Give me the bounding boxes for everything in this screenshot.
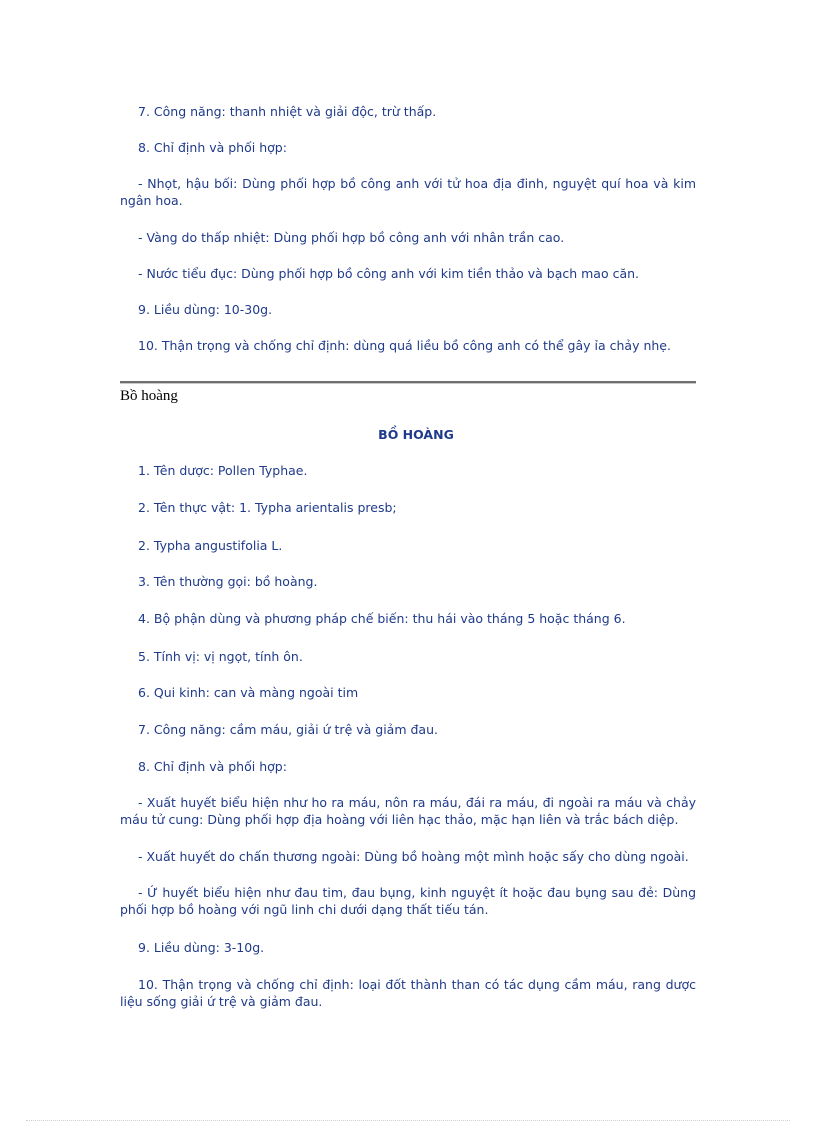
paragraph-2-plant-name: 2. Tên thực vật: 1. Typha arientalis presb; (138, 500, 397, 515)
paragraph-6-meridians: 6. Qui kinh: can và màng ngoài tim (138, 685, 359, 700)
paragraph-9-dosage: 9. Liều dùng: 3-10g. (138, 940, 265, 955)
paragraph-8-indications: 8. Chỉ định và phối hợp: (138, 140, 287, 155)
section-heading: BỒ HOÀNG (378, 427, 454, 442)
paragraph-8-indications: 8. Chỉ định và phối hợp: (138, 759, 287, 774)
paragraph-5-properties: 5. Tính vị: vị ngọt, tính ôn. (138, 649, 303, 664)
paragraph-7-function: 7. Công năng: thanh nhiệt và giải độc, trừ thấp. (138, 104, 437, 119)
paragraph-trauma-bleeding: - Xuất huyết do chấn thương ngoài: Dùng bồ hoàng một mình hoặc sấy cho dùng ngoài. (138, 849, 689, 864)
paragraph-hemorrhage: - Xuất huyết biểu hiện như ho ra máu, nôn ra máu, đái ra máu, đi ngoài ra máu và chảy máu tử cung: Dùng phối hợp địa hoàng với liên hạc thảo, mặc hạn liên và trắc bách diệp. (120, 795, 696, 827)
paragraph-10-cautions: 10. Thận trọng và chống chỉ định: dùng quá liều bồ công anh có thể gây ỉa chảy nhẹ. (138, 338, 671, 353)
paragraph-jaundice: - Vàng do thấp nhiệt: Dùng phối hợp bồ công anh với nhân trần cao. (138, 230, 565, 245)
paragraph-2-typha: 2. Typha angustifolia L. (138, 538, 283, 553)
paragraph-3-common-name: 3. Tên thường gọi: bồ hoàng. (138, 574, 318, 589)
paragraph-turbid-urine: - Nước tiểu đục: Dùng phối hợp bồ công anh với kim tiền thảo và bạch mao căn. (138, 266, 640, 281)
paragraph-7-function: 7. Công năng: cầm máu, giải ứ trệ và giảm đau. (138, 722, 438, 737)
page-bottom-edge (26, 1120, 790, 1121)
paragraph-9-dosage: 9. Liều dùng: 10-30g. (138, 302, 273, 317)
paragraph-1-name: 1. Tên dược: Pollen Typhae. (138, 463, 308, 478)
section-divider (120, 381, 696, 384)
section-label: Bồ hoàng (120, 388, 178, 404)
paragraph-4-parts-used: 4. Bộ phận dùng và phương pháp chế biến: thu hái vào tháng 5 hoặc tháng 6. (138, 611, 626, 626)
paragraph-10-cautions: 10. Thận trọng và chống chỉ định: loại đốt thành than có tác dụng cầm máu, rang dược liệu sống giải ứ trệ và giảm đau. (120, 977, 696, 1009)
paragraph-boils: - Nhọt, hậu bối: Dùng phối hợp bồ công anh với tử hoa địa đinh, nguyệt quí hoa và kim ngân hoa. (120, 176, 696, 208)
paragraph-blood-stasis: - Ứ huyết biểu hiện như đau tim, đau bụng, kinh nguyệt ít hoặc đau bụng sau đẻ: Dùng phối hợp bồ hoàng với ngũ linh chi dưới dạng thất tiếu tán. (120, 885, 696, 917)
